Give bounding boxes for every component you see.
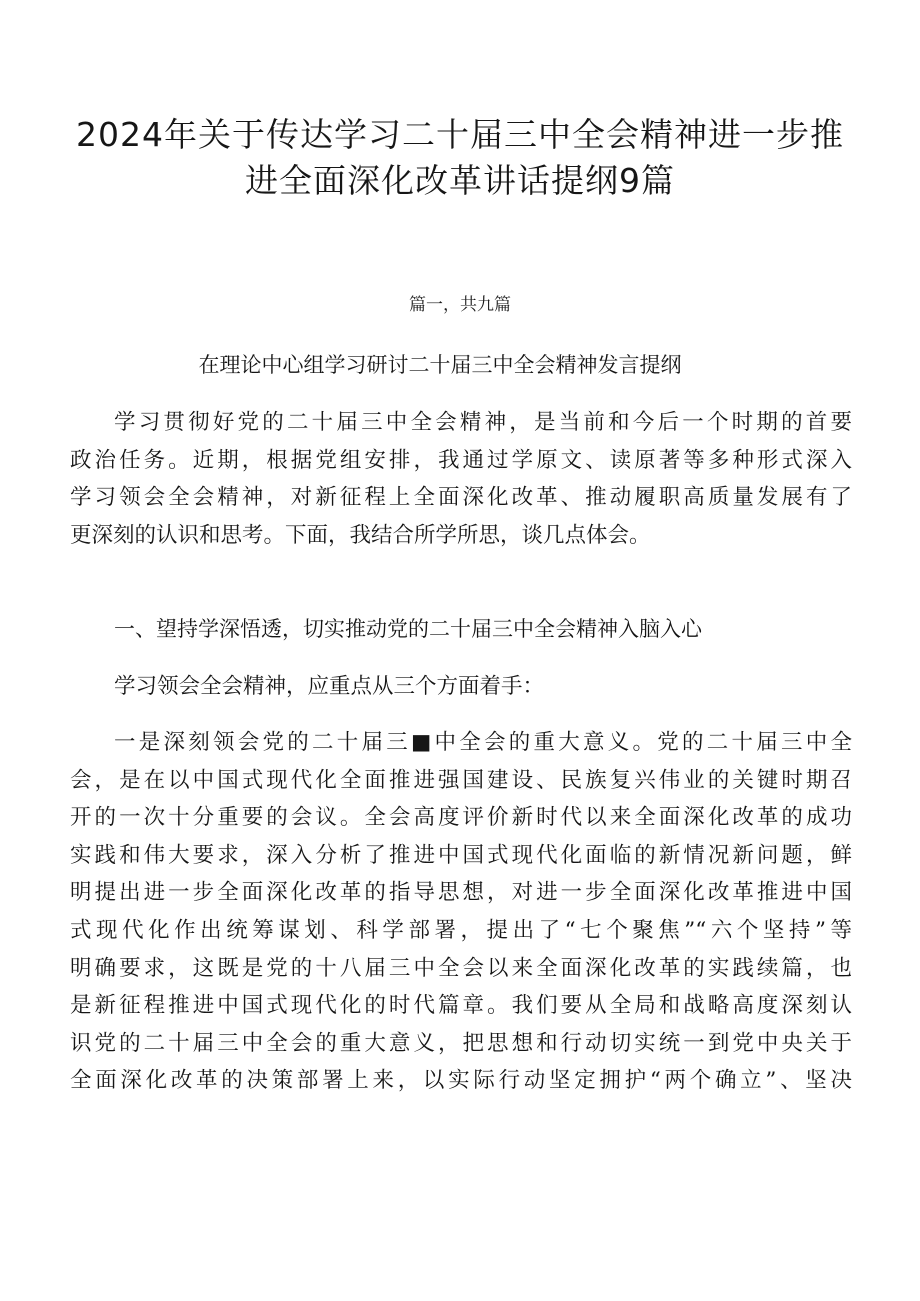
document-title-line-2: 进全面深化改革讲话提纲9篇	[245, 161, 675, 200]
body-line: 开的一次十分重要的会议。全会高度评价新时代以来全面深化改革的成功	[70, 805, 852, 831]
body-line: 会，是在以中国式现代化全面推进强国建设、民族复兴伟业的关键时期召	[70, 767, 852, 793]
document-title-line-1: 2024年关于传达学习二十届三中全会精神进一步推	[76, 115, 844, 154]
intro-line: 学习领会全会精神，对新征程上全面深化改革、推动履职高质量发展有了	[70, 485, 852, 511]
speech-subtitle: 在理论中心组学习研讨二十届三中全会精神发言提纲	[198, 353, 682, 377]
intro-line: 政治任务。近期，根据党组安排，我通过学原文、读原著等多种形式深入	[70, 447, 852, 473]
body-line: 实践和伟大要求，深入分析了推进中国式现代化面临的新情况新问题，鲜	[70, 842, 852, 868]
body-line: 明确要求，这既是党的十八届三中全会以来全面深化改革的实践续篇，也	[70, 955, 852, 981]
section-intro-paragraph	[70, 668, 852, 706]
section-intro-line: 学习领会全会精神，应重点从三个方面着手：	[114, 674, 545, 699]
body-paragraph	[70, 724, 852, 1100]
body-line: 一是深刻领会党的二十届三■中全会的重大意义。党的二十届三中全	[114, 730, 852, 755]
body-line: 明提出进一步全面深化改革的指导思想，对进一步全面深化改革推进中国	[70, 880, 852, 906]
body-line: 全面深化改革的决策部署上来，以实际行动坚定拥护“两个确立”、坚决	[70, 1068, 852, 1094]
section-heading: 一、望持学深悟透，切实推动党的二十届三中全会精神入脑入心	[114, 617, 702, 641]
part-label: 篇一，共九篇	[409, 295, 511, 315]
intro-paragraph	[70, 404, 852, 554]
intro-line: 学习贯彻好党的二十届三中全会精神，是当前和今后一个时期的首要	[114, 410, 852, 435]
body-line: 是新征程推进中国式现代化的时代篇章。我们要从全局和战略高度深刻认	[70, 993, 852, 1019]
body-line: 式现代化作出统筹谋划、科学部署，提出了“七个聚焦”“六个坚持”等	[70, 917, 852, 943]
body-line: 识党的二十届三中全会的重大意义，把思想和行动切实统一到党中央关于	[70, 1030, 852, 1056]
document-title	[60, 112, 860, 204]
intro-line: 更深刻的认识和思考。下面，我结合所学所思，谈几点体会。	[70, 522, 651, 548]
